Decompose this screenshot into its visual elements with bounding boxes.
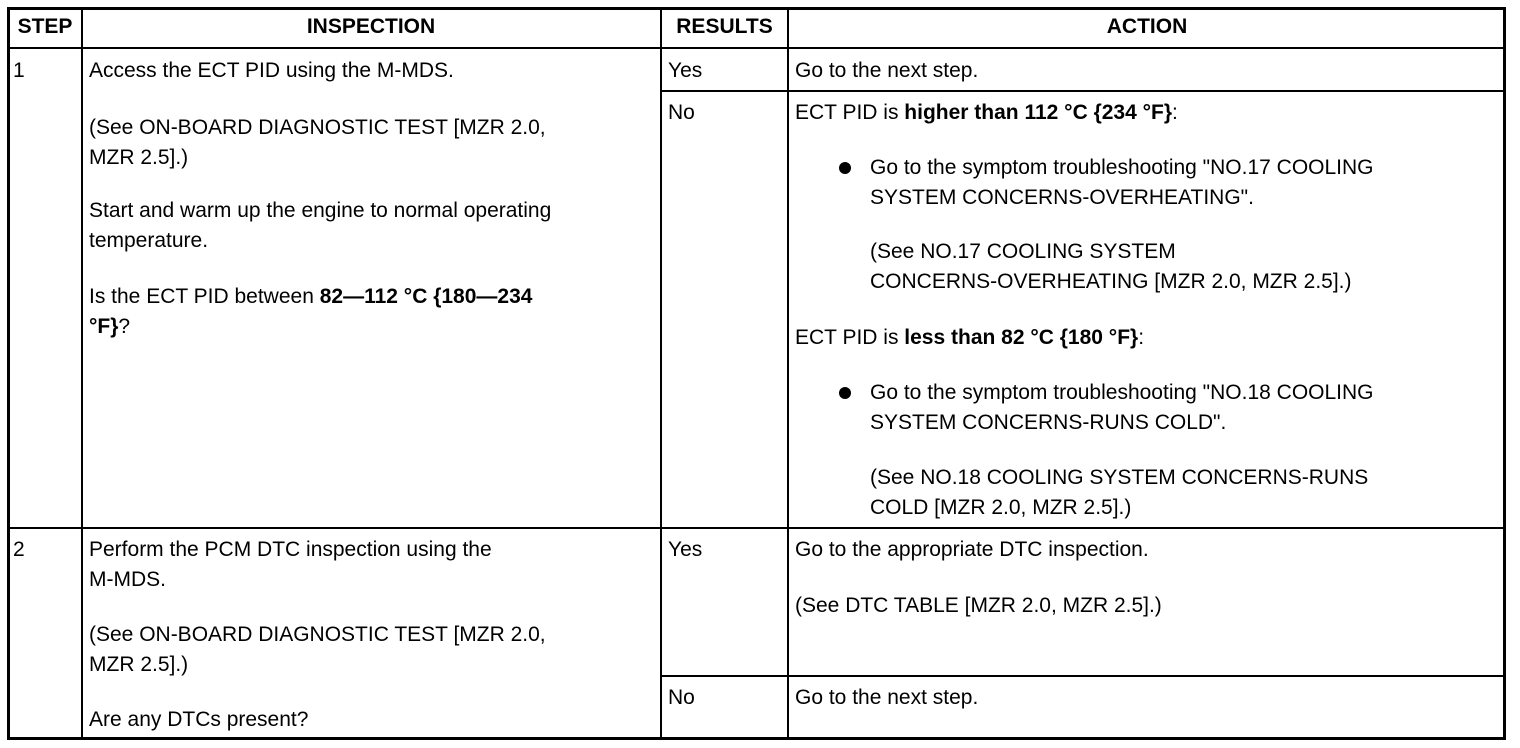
inspection-text: MZR 2.5].) xyxy=(89,146,189,169)
result-no: No xyxy=(668,686,695,709)
inspection-text: MZR 2.5].) xyxy=(89,653,189,676)
inspection-question xyxy=(89,312,130,342)
question-mark: ? xyxy=(118,315,131,338)
inspection-text: Start and warm up the engine to normal operating xyxy=(89,199,552,222)
step-number: 2 xyxy=(13,538,25,561)
action-bullet-text: Go to the symptom troubleshooting "NO.17 COOLING xyxy=(870,156,1374,179)
inspection-text: temperature. xyxy=(89,229,209,252)
inspection-text: (See ON-BOARD DIAGNOSTIC TEST [MZR 2.0, xyxy=(89,116,546,139)
column-divider xyxy=(660,8,662,739)
action-condition xyxy=(795,98,1178,128)
header-divider xyxy=(8,47,1505,49)
header-step: STEP xyxy=(17,15,73,38)
result-no: No xyxy=(668,101,695,124)
temperature-unit: °F} xyxy=(89,315,119,338)
action-text: Go to the appropriate DTC inspection. xyxy=(795,538,1149,561)
action-bullet-text: SYSTEM CONCERNS-OVERHEATING". xyxy=(870,186,1254,209)
temperature-range: 82—112 °C {180—234 xyxy=(319,285,533,308)
action-reference: CONCERNS-OVERHEATING [MZR 2.0, MZR 2.5].) xyxy=(870,270,1352,293)
column-divider xyxy=(787,8,789,739)
header-results: RESULTS xyxy=(676,15,773,38)
condition-label: ECT PID is xyxy=(795,326,905,349)
row-divider xyxy=(8,527,1505,529)
condition-colon: : xyxy=(1172,101,1178,124)
result-yes: Yes xyxy=(668,538,703,561)
inspection-text: (See ON-BOARD DIAGNOSTIC TEST [MZR 2.0, xyxy=(89,623,546,646)
bullet-icon xyxy=(839,162,851,174)
inspection-text: Perform the PCM DTC inspection using the xyxy=(89,538,492,561)
action-condition xyxy=(795,323,1144,353)
inspection-question: Are any DTCs present? xyxy=(89,708,309,731)
action-reference: (See NO.18 COOLING SYSTEM CONCERNS-RUNS xyxy=(870,466,1369,489)
bullet-icon xyxy=(839,387,851,399)
inspection-text: M-MDS. xyxy=(89,568,166,591)
action-bullet-text: SYSTEM CONCERNS-RUNS COLD". xyxy=(870,411,1227,434)
inspection-question xyxy=(89,282,532,312)
header-action: ACTION xyxy=(1106,15,1188,38)
action-reference: COLD [MZR 2.0, MZR 2.5].) xyxy=(870,496,1132,519)
inspection-text: Access the ECT PID using the M-MDS. xyxy=(89,59,454,82)
condition-colon: : xyxy=(1138,326,1145,349)
condition-value: less than 82 °C {180 °F} xyxy=(904,326,1139,349)
action-reference: (See NO.17 COOLING SYSTEM xyxy=(870,240,1176,263)
condition-label: ECT PID is xyxy=(795,101,905,124)
row-divider xyxy=(661,90,1505,92)
question-text: Is the ECT PID between xyxy=(89,285,320,308)
action-bullet-text: Go to the symptom troubleshooting "NO.18 COOLING xyxy=(870,381,1374,404)
action-reference: (See DTC TABLE [MZR 2.0, MZR 2.5].) xyxy=(795,594,1162,617)
condition-value: higher than 112 °C {234 °F} xyxy=(904,101,1173,124)
action-text: Go to the next step. xyxy=(795,59,979,82)
result-yes: Yes xyxy=(668,59,703,82)
row-divider xyxy=(661,675,1505,677)
action-text: Go to the next step. xyxy=(795,686,979,709)
header-inspection: INSPECTION xyxy=(306,15,436,38)
step-number: 1 xyxy=(13,59,25,82)
column-divider xyxy=(81,8,83,739)
